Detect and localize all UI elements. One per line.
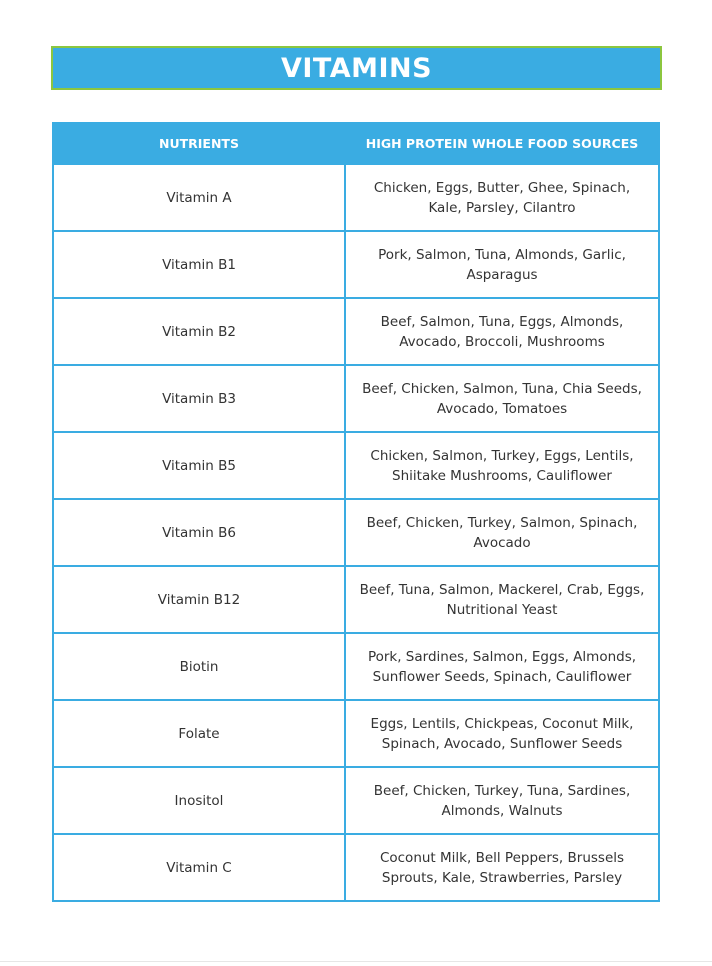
table-row: [53, 700, 659, 767]
food-sources-cell: Beef, Chicken, Turkey, Tuna, Sardines, Almonds, Walnuts: [345, 767, 659, 834]
nutrient-cell: Biotin: [53, 633, 345, 700]
page-title: VITAMINS: [280, 52, 433, 84]
food-sources-cell: Pork, Salmon, Tuna, Almonds, Garlic, Asparagus: [345, 231, 659, 298]
table-row: [53, 164, 659, 231]
nutrient-cell: Vitamin B2: [53, 298, 345, 365]
nutrient-cell: Vitamin A: [53, 164, 345, 231]
food-sources-cell: Chicken, Eggs, Butter, Ghee, Spinach, Kale, Parsley, Cilantro: [345, 164, 659, 231]
food-sources-cell: Beef, Chicken, Turkey, Salmon, Spinach, Avocado: [345, 499, 659, 566]
food-sources-cell: Beef, Salmon, Tuna, Eggs, Almonds, Avocado, Broccoli, Mushrooms: [345, 298, 659, 365]
food-sources-cell: Beef, Chicken, Salmon, Tuna, Chia Seeds, Avocado, Tomatoes: [345, 365, 659, 432]
food-sources-cell: Beef, Tuna, Salmon, Mackerel, Crab, Eggs, Nutritional Yeast: [345, 566, 659, 633]
nutrient-cell: Vitamin B3: [53, 365, 345, 432]
table-row: [53, 767, 659, 834]
table-header-row: [53, 123, 659, 164]
food-sources-cell: Pork, Sardines, Salmon, Eggs, Almonds, Sunflower Seeds, Spinach, Cauliflower: [345, 633, 659, 700]
table-row: [53, 298, 659, 365]
table-row: [53, 365, 659, 432]
page-bottom-divider: [0, 961, 712, 962]
table-row: [53, 834, 659, 901]
food-sources-cell: Eggs, Lentils, Chickpeas, Coconut Milk, Spinach, Avocado, Sunflower Seeds: [345, 700, 659, 767]
table-row: [53, 633, 659, 700]
nutrient-cell: Folate: [53, 700, 345, 767]
nutrient-cell: Vitamin C: [53, 834, 345, 901]
table-row: [53, 566, 659, 633]
title-banner: [51, 46, 662, 90]
vitamins-table: [52, 122, 660, 902]
table-row: [53, 432, 659, 499]
table-row: [53, 499, 659, 566]
column-header-nutrients: NUTRIENTS: [53, 123, 345, 164]
nutrient-cell: Vitamin B5: [53, 432, 345, 499]
food-sources-cell: Coconut Milk, Bell Peppers, Brussels Sprouts, Kale, Strawberries, Parsley: [345, 834, 659, 901]
table-header: [53, 123, 659, 164]
table-body: [53, 164, 659, 901]
nutrient-cell: Vitamin B1: [53, 231, 345, 298]
nutrient-cell: Vitamin B6: [53, 499, 345, 566]
food-sources-cell: Chicken, Salmon, Turkey, Eggs, Lentils, Shiitake Mushrooms, Cauliflower: [345, 432, 659, 499]
table-row: [53, 231, 659, 298]
nutrient-cell: Vitamin B12: [53, 566, 345, 633]
nutrient-cell: Inositol: [53, 767, 345, 834]
column-header-sources: HIGH PROTEIN WHOLE FOOD SOURCES: [345, 123, 659, 164]
